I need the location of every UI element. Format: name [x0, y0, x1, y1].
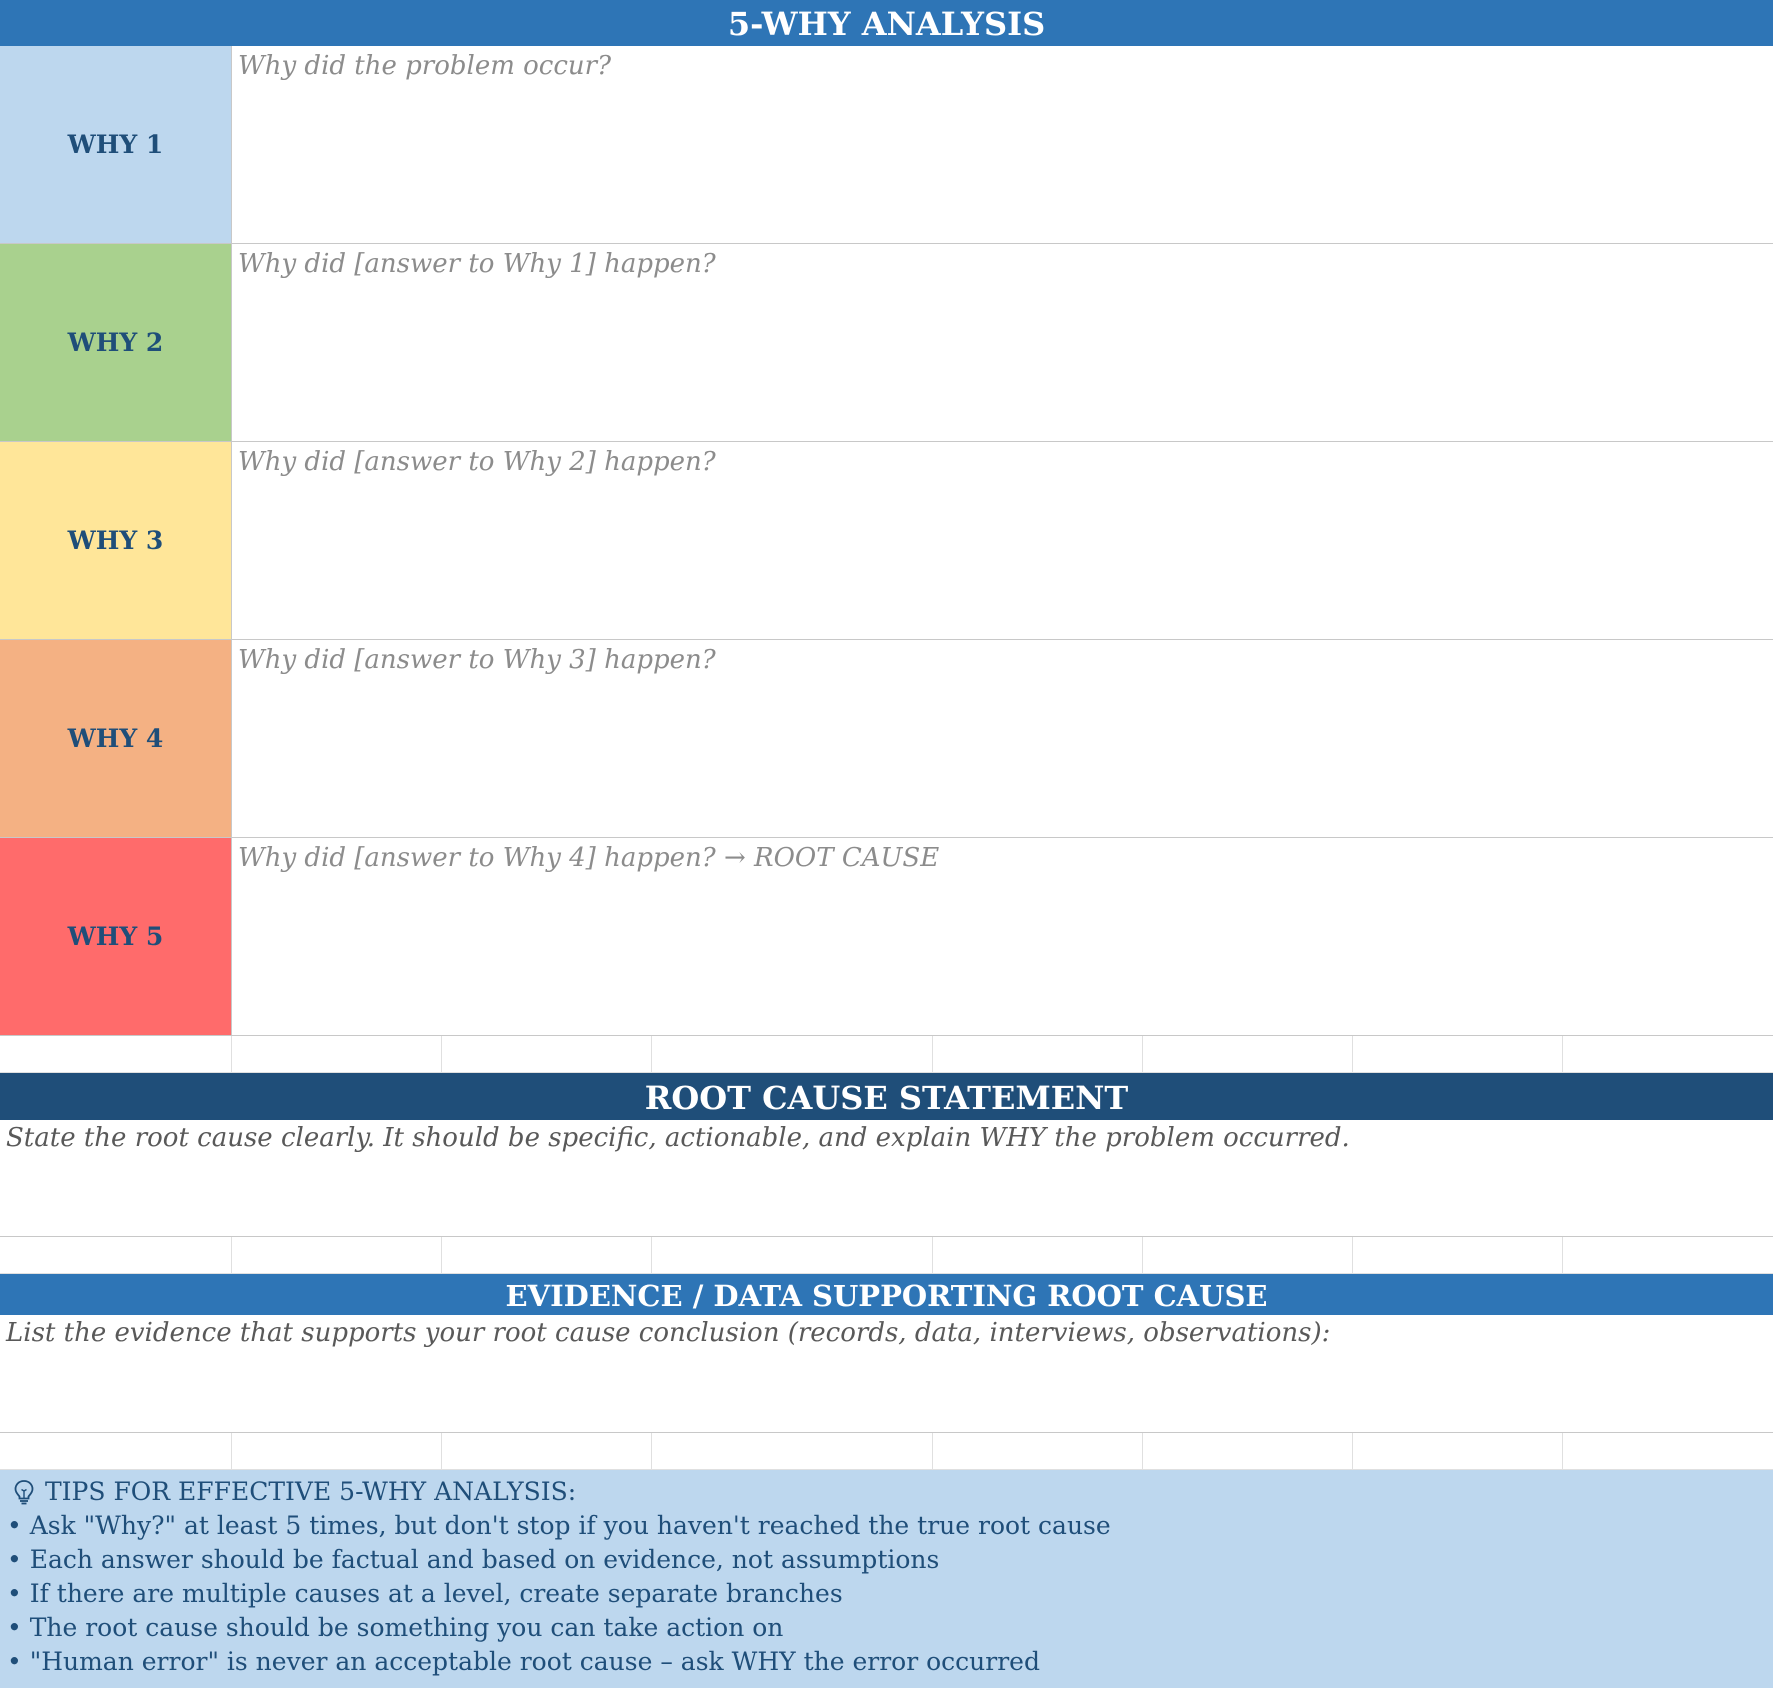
- tip-item: • The root cause should be something you can take action on: [7, 1613, 784, 1642]
- tip-item: • Each answer should be factual and based on evidence, not assumptions: [7, 1545, 940, 1574]
- why-row-2: [0, 244, 1773, 442]
- why-answer-4[interactable]: Why did [answer to Why 3] happen?: [231, 640, 1773, 837]
- why-label-4: WHY 4: [0, 640, 231, 837]
- spacer-row: [0, 1237, 1773, 1274]
- tips-box: [0, 1470, 1773, 1688]
- why-answer-1[interactable]: Why did the problem occur?: [231, 46, 1773, 243]
- page-title: 5-WHY ANALYSIS: [0, 0, 1773, 46]
- why-answer-2[interactable]: Why did [answer to Why 1] happen?: [231, 244, 1773, 441]
- why-answer-5[interactable]: Why did [answer to Why 4] happen? → ROOT CAUSE: [231, 838, 1773, 1035]
- tip-item: • Ask "Why?" at least 5 times, but don't stop if you haven't reached the true root cause: [7, 1511, 1111, 1540]
- tip-item: • If there are multiple causes at a level, create separate branches: [7, 1579, 843, 1608]
- why-row-1: [0, 46, 1773, 244]
- why-label-1: WHY 1: [0, 46, 231, 243]
- why-label-5: WHY 5: [0, 838, 231, 1035]
- evidence-input[interactable]: List the evidence that supports your root cause conclusion (records, data, interviews, observations):: [0, 1315, 1773, 1433]
- spacer-row: [0, 1433, 1773, 1470]
- why-row-4: [0, 640, 1773, 838]
- why-answer-3[interactable]: Why did [answer to Why 2] happen?: [231, 442, 1773, 639]
- why-label-3: WHY 3: [0, 442, 231, 639]
- tips-title-row: [7, 1475, 1766, 1509]
- root-cause-header: ROOT CAUSE STATEMENT: [0, 1073, 1773, 1120]
- evidence-header: EVIDENCE / DATA SUPPORTING ROOT CAUSE: [0, 1274, 1773, 1315]
- why-row-3: [0, 442, 1773, 640]
- why-label-2: WHY 2: [0, 244, 231, 441]
- root-cause-input[interactable]: State the root cause clearly. It should be specific, actionable, and explain WHY the problem occurred.: [0, 1120, 1773, 1237]
- tip-item: • "Human error" is never an acceptable root cause – ask WHY the error occurred: [7, 1647, 1040, 1676]
- spacer-row: [0, 1036, 1773, 1073]
- tips-title: TIPS FOR EFFECTIVE 5-WHY ANALYSIS:: [45, 1477, 577, 1506]
- lightbulb-icon: [13, 1479, 35, 1505]
- why-row-5: [0, 838, 1773, 1036]
